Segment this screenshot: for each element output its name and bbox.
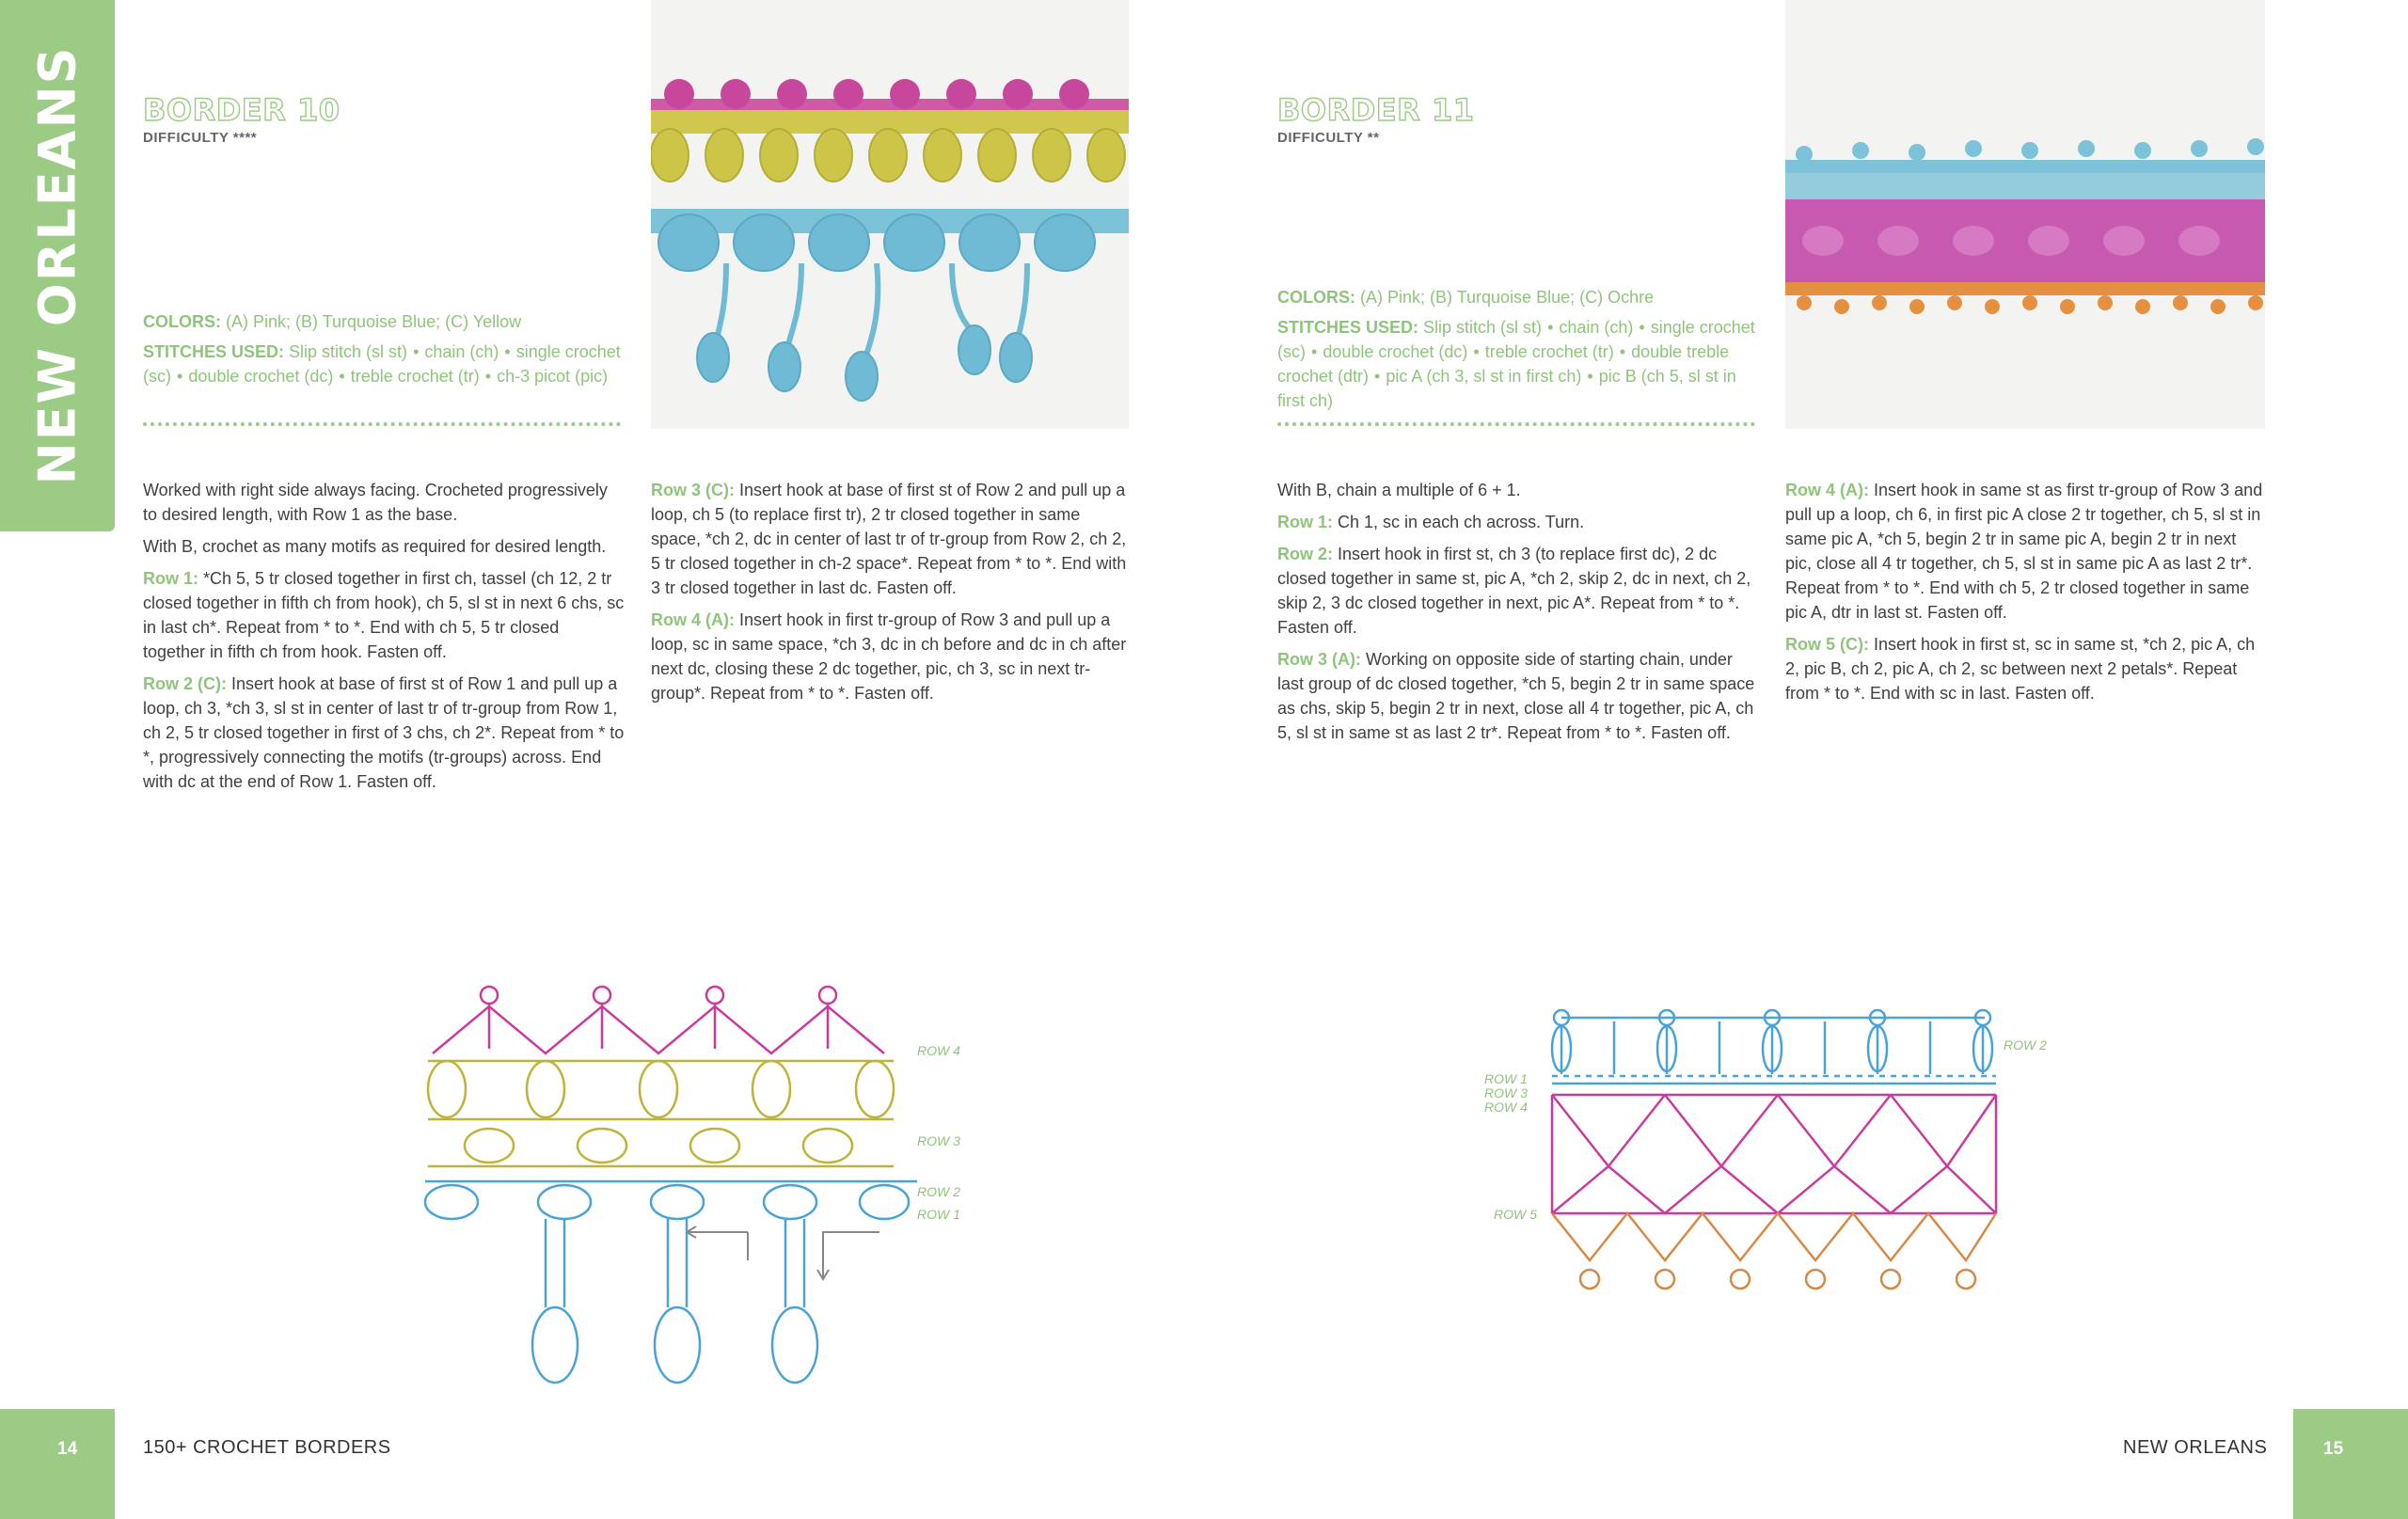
diagram-label: ROW 1 bbox=[1484, 1071, 1528, 1086]
intro-paragraph: With B, chain a multiple of 6 + 1. bbox=[1277, 481, 1521, 499]
stitch-item: chain (ch) bbox=[1559, 318, 1634, 337]
diagram-label: ROW 2 bbox=[2004, 1037, 2047, 1052]
row-instruction bbox=[143, 672, 625, 794]
row-label: Row 4 (A): bbox=[1785, 481, 1869, 499]
colors-label: COLORS: bbox=[1277, 288, 1355, 307]
row-instruction bbox=[1277, 647, 1759, 745]
stitches-label: STITCHES USED: bbox=[143, 342, 285, 361]
diagram-label: ROW 2 bbox=[917, 1184, 960, 1199]
stitch-item: treble crochet (tr) bbox=[350, 367, 480, 386]
row-label: Row 1: bbox=[1277, 513, 1334, 531]
stitch-item: double crochet (dc) bbox=[1323, 342, 1468, 361]
row-instruction bbox=[1785, 632, 2267, 705]
row-label: Row 5 (C): bbox=[1785, 635, 1869, 654]
diagram-label: ROW 3 bbox=[1484, 1085, 1528, 1100]
footer-chapter-title: NEW ORLEANS bbox=[2123, 1437, 2268, 1458]
border-10-title: BORDER 10 bbox=[143, 92, 341, 128]
intro-paragraph: Worked with right side always facing. Crocheted progressively to desired length, with Row 1 as the base. bbox=[143, 481, 608, 524]
diagram-label: ROW 3 bbox=[917, 1133, 960, 1148]
row-label: Row 4 (A): bbox=[651, 610, 735, 629]
row-label: Row 3 (A): bbox=[1277, 650, 1361, 669]
section-divider bbox=[143, 422, 621, 426]
row-text: Insert hook in first st, ch 3 (to replace first dc), 2 dc closed together in same st, pic A, *ch 2, skip 2, dc in next, ch 2, skip 2, 3 dc closed together in next, pic A*. Repeat from * to *. Fasten off. bbox=[1277, 545, 1751, 637]
row-label: Row 3 (C): bbox=[651, 481, 735, 499]
colors-text: (A) Pink; (B) Turquoise Blue; (C) Yellow bbox=[226, 312, 522, 331]
border-11-title: BORDER 11 bbox=[1277, 92, 1475, 128]
row-label: Row 1: bbox=[143, 569, 199, 588]
stitch-item: chain (ch) bbox=[424, 342, 499, 361]
border-10-photo bbox=[651, 0, 1129, 429]
page-number-right: 15 bbox=[2323, 1439, 2344, 1459]
row-instruction bbox=[1277, 542, 1759, 640]
row-label: Row 2 (C): bbox=[143, 674, 227, 693]
stitch-item: Slip stitch (sl st) bbox=[289, 342, 408, 361]
diagram-label: ROW 5 bbox=[1494, 1207, 1537, 1222]
border-10-instructions-col1 bbox=[143, 478, 625, 801]
diagram-label: ROW 4 bbox=[1484, 1100, 1528, 1115]
chapter-side-tab bbox=[0, 0, 115, 531]
chapter-title: NEW ORLEANS bbox=[27, 45, 87, 485]
intro-paragraph: With B, crochet as many motifs as required for desired length. bbox=[143, 537, 607, 556]
section-divider bbox=[1277, 422, 1755, 426]
footer-page-tab-right bbox=[2293, 1409, 2408, 1519]
row-instruction bbox=[651, 608, 1133, 705]
border-10-stitch-diagram bbox=[414, 978, 997, 1392]
stitch-item: double crochet (dc) bbox=[188, 367, 334, 386]
border-11-stitch-diagram bbox=[1477, 997, 2060, 1326]
row-text: Insert hook in same st as first tr-group of Row 3 and pull up a loop, ch 6, in first pic A close 2 tr together, ch 5, sl st in same pic A, *ch 5, begin 2 tr in same pic A, begin 2 tr in next pic, close all 4 tr together, ch 5, sl st in same pic A as last 2 tr*. Repeat from * to *. End with ch 5, 2 tr closed together in same pic A, dtr in last st. Fasten off. bbox=[1785, 481, 2263, 622]
stitch-item: ch-3 picot (pic) bbox=[497, 367, 609, 386]
colors-label: COLORS: bbox=[143, 312, 221, 331]
border-11-materials: COLORS: (A) Pink; (B) Turquoise Blue; (C) Ochre STITCHES USED: Slip stitch (sl st) • chain (ch) • single crochet (sc) • double crochet (dc) • treble crochet (tr) • double treble crochet (dtr) • pic A (ch 3, sl st in first ch) • pic B (ch 5, sl st in first ch) bbox=[1277, 288, 1755, 410]
row-instruction bbox=[143, 566, 625, 664]
stitch-item: pic A (ch 3, sl st in first ch) bbox=[1386, 367, 1582, 386]
row-text: Insert hook at base of first st of Row 2 and pull up a loop, ch 5 (to replace first tr), 2 tr closed together in same space, *ch 2, dc in center of last tr of tr-group from Row 2, ch 2, 5 tr closed together in ch-2 space*. Repeat from * to *. End with 3 tr closed together in last dc. Fasten off. bbox=[651, 481, 1127, 597]
stitches-label: STITCHES USED: bbox=[1277, 318, 1419, 337]
border-11-instructions-col1 bbox=[1277, 478, 1759, 752]
row-instruction bbox=[1785, 478, 2267, 625]
stitch-item: pic B (ch 5, sl st in first ch) bbox=[1277, 367, 1736, 410]
footer-page-tab-left bbox=[0, 1409, 115, 1519]
stitch-item: double treble crochet (dtr) bbox=[1277, 342, 1730, 386]
row-text: Ch 1, sc in each ch across. Turn. bbox=[1338, 513, 1585, 531]
row-text: Insert hook in first st, sc in same st, *ch 2, pic A, ch 2, pic B, ch 2, pic A, ch 2, sc between next 2 petals*. Repeat from * to *. End with sc in last. Fasten off. bbox=[1785, 635, 2256, 703]
row-instruction bbox=[651, 478, 1133, 600]
row-instruction bbox=[1277, 510, 1759, 534]
page-number-left: 14 bbox=[57, 1439, 78, 1459]
stitch-item: single crochet (sc) bbox=[1277, 318, 1755, 361]
row-text: Insert hook in first tr-group of Row 3 and pull up a loop, sc in same space, *ch 3, dc in ch before and dc in ch after next dc, closing these 2 dc together, pic, ch 3, sc in next tr-group*. Repeat from * to *. Fasten off. bbox=[651, 610, 1127, 703]
border-11-photo bbox=[1785, 0, 2265, 429]
stitch-item: treble crochet (tr) bbox=[1484, 342, 1614, 361]
footer-book-title: 150+ CROCHET BORDERS bbox=[143, 1437, 391, 1458]
row-text: *Ch 5, 5 tr closed together in first ch, tassel (ch 12, 2 tr closed together in fifth ch from hook), ch 5, sl st in next 6 chs, sc in last ch*. Repeat from * to *. End with ch 5, 5 tr closed together in fifth ch from hook. Fasten off. bbox=[143, 569, 625, 661]
border-10-difficulty: DIFFICULTY **** bbox=[143, 130, 258, 146]
border-11-difficulty: DIFFICULTY ** bbox=[1277, 130, 1380, 146]
row-text: Working on opposite side of starting chain, under last group of dc closed together, *ch 5, begin 2 tr in same space as chs, skip 5, begin 2 tr in next, close all 4 tr together, pic A, ch 5, sl st in same st as last 2 tr*. Repeat from * to *. Fasten off. bbox=[1277, 650, 1755, 742]
colors-text: (A) Pink; (B) Turquoise Blue; (C) Ochre bbox=[1360, 288, 1655, 307]
stitch-item: single crochet (sc) bbox=[143, 342, 621, 386]
row-label: Row 2: bbox=[1277, 545, 1334, 563]
stitch-item: Slip stitch (sl st) bbox=[1423, 318, 1543, 337]
border-11-instructions-col2 bbox=[1785, 478, 2267, 713]
diagram-label: ROW 4 bbox=[917, 1043, 960, 1058]
row-text: Insert hook at base of first st of Row 1 and pull up a loop, ch 3, *ch 3, sl st in center of last tr of tr-group from Row 1, ch 2, 5 tr closed together in first of 3 chs, ch 2*. Repeat from * to *, progressively connecting the motifs (tr-groups) across. End with dc at the end of Row 1. Fasten off. bbox=[143, 674, 625, 791]
border-10-materials: COLORS: (A) Pink; (B) Turquoise Blue; (C) Yellow STITCHES USED: Slip stitch (sl st) • chain (ch) • single crochet (sc) • double crochet (dc) • treble crochet (tr) • ch-3 picot (pic) bbox=[143, 312, 621, 386]
diagram-label: ROW 1 bbox=[917, 1207, 960, 1222]
border-10-instructions-col2 bbox=[651, 478, 1133, 713]
